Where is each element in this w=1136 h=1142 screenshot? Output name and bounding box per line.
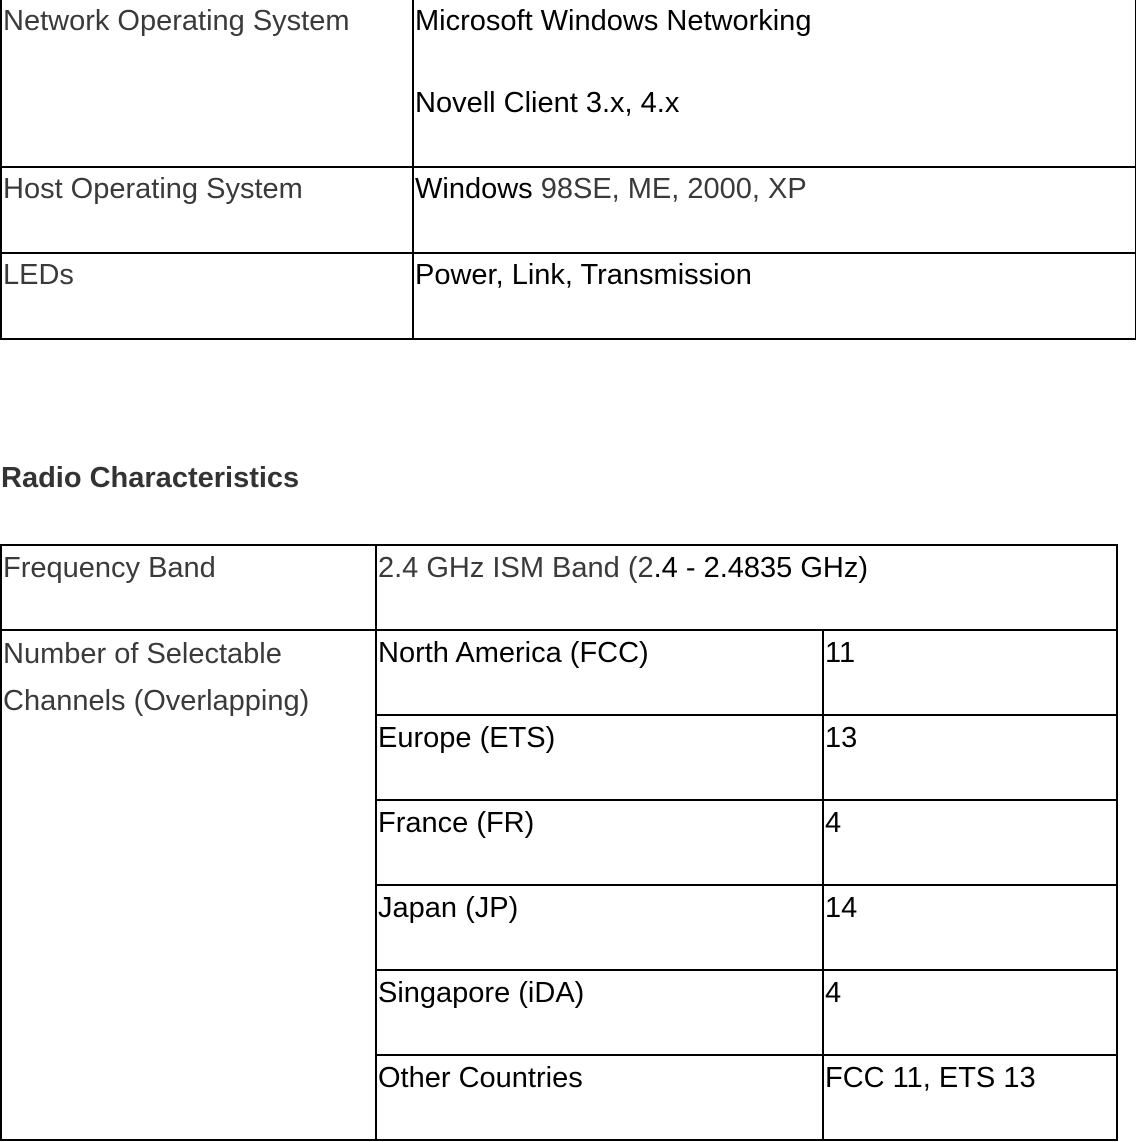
spec-label: Number of Selectable Channels (Overlapping) bbox=[1, 630, 376, 1140]
table-row bbox=[1, 253, 1136, 339]
channel-count: 4 bbox=[823, 800, 1117, 885]
channel-count: 11 bbox=[823, 630, 1117, 715]
table-row bbox=[1, 545, 1117, 630]
spec-value-part: 98SE, ME, 2000, XP bbox=[532, 173, 807, 205]
spec-value bbox=[413, 167, 1136, 253]
spec-label: Host Operating System bbox=[1, 167, 413, 253]
system-specs-table bbox=[0, 0, 1136, 340]
region-name: Japan (JP) bbox=[376, 885, 823, 970]
radio-specs-table bbox=[0, 544, 1118, 1141]
region-name: Singapore (iDA) bbox=[376, 970, 823, 1055]
region-name: Other Countries bbox=[376, 1055, 823, 1140]
spec-value-part: Windows bbox=[415, 173, 533, 205]
spec-value-part: .4 - 2.4835 GHz) bbox=[653, 552, 868, 584]
section-heading: Radio Characteristics bbox=[1, 462, 300, 494]
spec-value-line: Novell Client 3.x, 4.x bbox=[415, 87, 680, 119]
table-row bbox=[1, 630, 1117, 715]
spec-value: Power, Link, Transmission bbox=[413, 253, 1136, 339]
channel-count: 13 bbox=[823, 715, 1117, 800]
region-name: Europe (ETS) bbox=[376, 715, 823, 800]
spec-value bbox=[413, 0, 1136, 167]
region-name: North America (FCC) bbox=[376, 630, 823, 715]
channel-count: 14 bbox=[823, 885, 1117, 970]
spec-label: Network Operating System bbox=[1, 0, 413, 167]
channel-count: 4 bbox=[823, 970, 1117, 1055]
table-row bbox=[1, 167, 1136, 253]
region-name: France (FR) bbox=[376, 800, 823, 885]
channel-count: FCC 11, ETS 13 bbox=[823, 1055, 1117, 1140]
spec-value bbox=[376, 545, 1117, 630]
spec-label: Frequency Band bbox=[1, 545, 376, 630]
spec-value-line: Microsoft Windows Networking bbox=[415, 5, 812, 37]
spec-label: LEDs bbox=[1, 253, 413, 339]
spec-value-part: 2.4 GHz ISM Band (2 bbox=[378, 552, 654, 584]
table-row bbox=[1, 0, 1136, 167]
